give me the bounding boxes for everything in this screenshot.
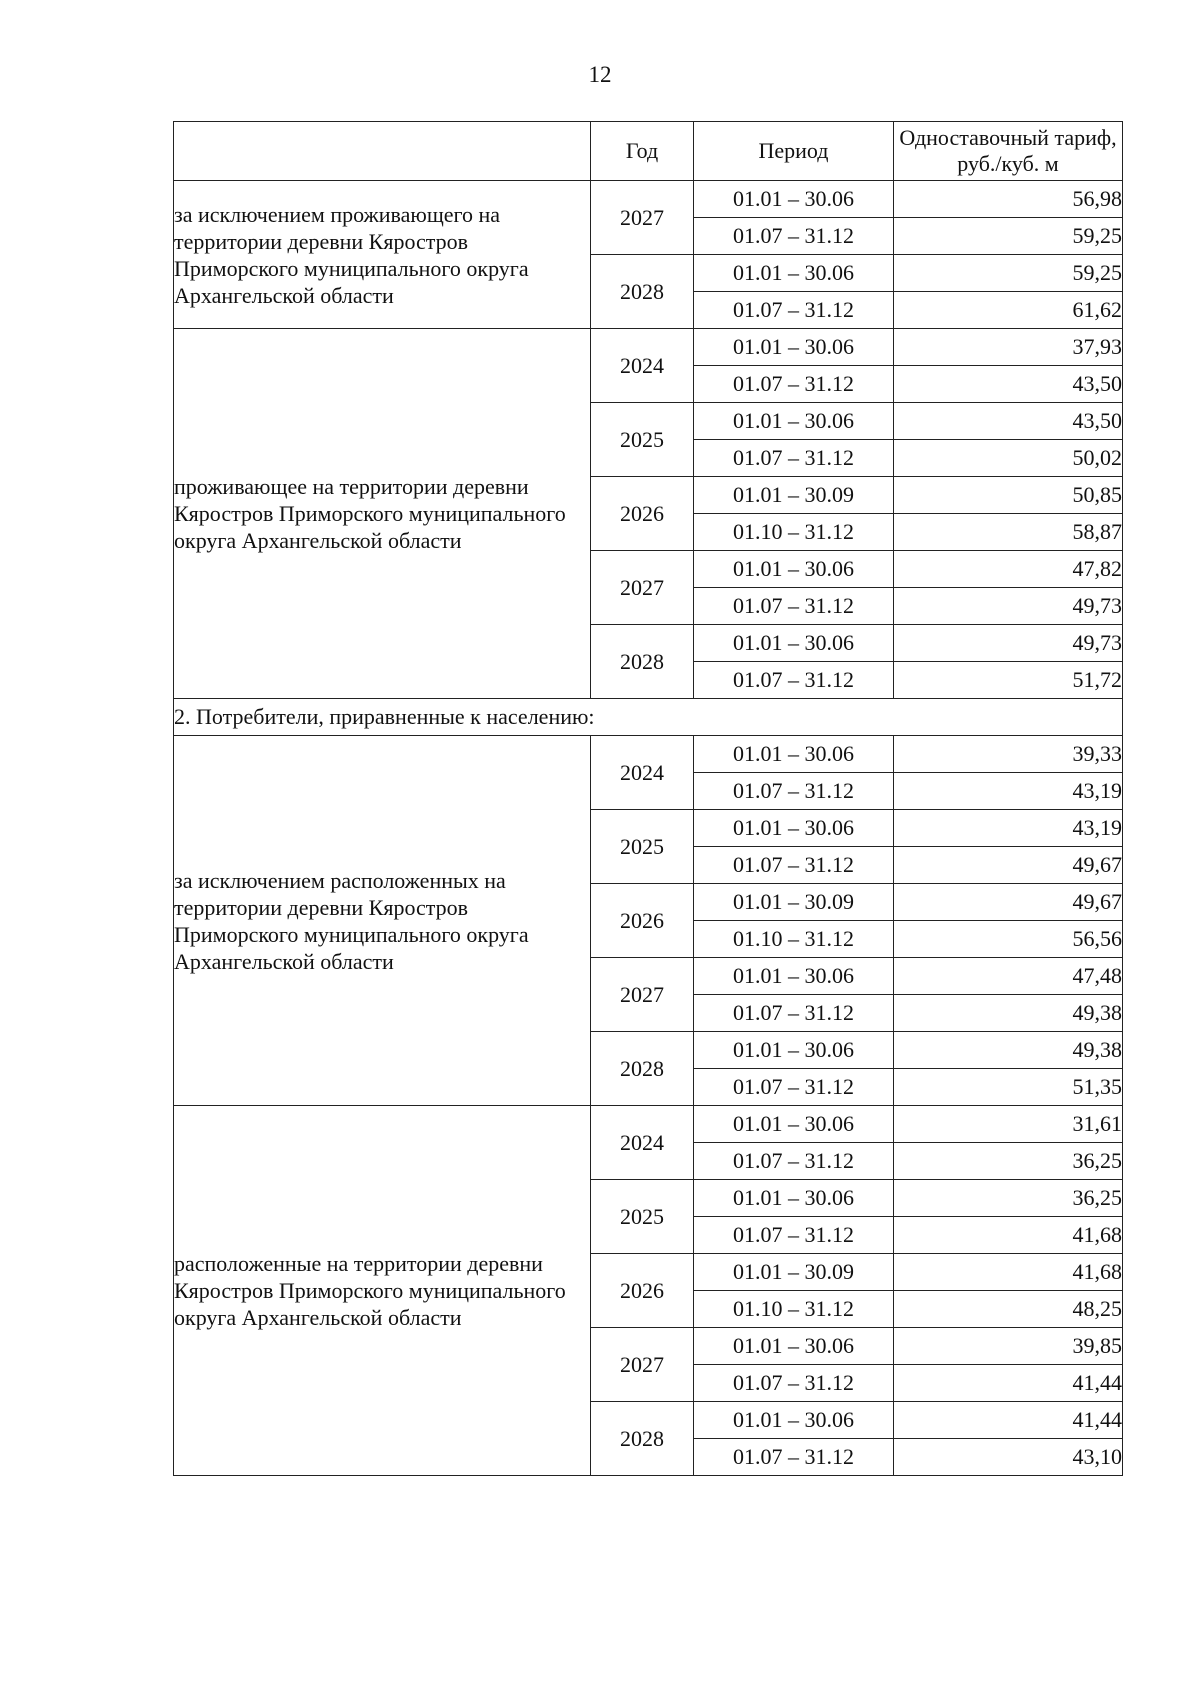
- period-cell: 01.07 – 31.12: [694, 218, 894, 255]
- tariff-cell: 59,25: [894, 255, 1123, 292]
- tariff-cell: 56,98: [894, 181, 1123, 218]
- period-cell: 01.01 – 30.09: [694, 477, 894, 514]
- page-number: 12: [588, 62, 612, 87]
- tariff-cell: 43,50: [894, 366, 1123, 403]
- tariff-cell: 50,02: [894, 440, 1123, 477]
- period-cell: 01.07 – 31.12: [694, 366, 894, 403]
- year-cell: 2027: [591, 1328, 694, 1402]
- period-cell: 01.07 – 31.12: [694, 773, 894, 810]
- header-period: Период: [694, 122, 894, 181]
- year-cell: 2026: [591, 477, 694, 551]
- period-cell: 01.10 – 31.12: [694, 1291, 894, 1328]
- period-cell: 01.07 – 31.12: [694, 588, 894, 625]
- period-cell: 01.01 – 30.06: [694, 181, 894, 218]
- tariff-cell: 56,56: [894, 921, 1123, 958]
- consumer-category: расположенные на территории деревни Кяростров Приморского муниципального округа Архангельской области: [174, 1106, 591, 1476]
- year-cell: 2027: [591, 181, 694, 255]
- table-row: [174, 181, 1123, 218]
- year-cell: 2027: [591, 551, 694, 625]
- tariff-cell: 49,73: [894, 625, 1123, 662]
- table-body: [174, 181, 1123, 1476]
- year-cell: 2025: [591, 810, 694, 884]
- tariff-cell: 49,73: [894, 588, 1123, 625]
- period-cell: 01.01 – 30.06: [694, 403, 894, 440]
- period-cell: 01.07 – 31.12: [694, 1439, 894, 1476]
- tariff-cell: 59,25: [894, 218, 1123, 255]
- period-cell: 01.01 – 30.06: [694, 1328, 894, 1365]
- period-cell: 01.01 – 30.09: [694, 884, 894, 921]
- consumer-category: за исключением расположенных на территории деревни Кяростров Приморского муниципального округа Архангельской области: [174, 736, 591, 1106]
- period-cell: 01.01 – 30.09: [694, 1254, 894, 1291]
- period-cell: 01.01 – 30.06: [694, 810, 894, 847]
- tariff-cell: 43,19: [894, 773, 1123, 810]
- period-cell: 01.07 – 31.12: [694, 440, 894, 477]
- year-cell: 2026: [591, 1254, 694, 1328]
- period-cell: 01.01 – 30.06: [694, 329, 894, 366]
- tariff-cell: 43,19: [894, 810, 1123, 847]
- period-cell: 01.01 – 30.06: [694, 1032, 894, 1069]
- period-cell: 01.01 – 30.06: [694, 255, 894, 292]
- tariff-cell: 47,82: [894, 551, 1123, 588]
- section-row: [174, 699, 1123, 736]
- period-cell: 01.07 – 31.12: [694, 662, 894, 699]
- tariff-cell: 51,35: [894, 1069, 1123, 1106]
- tariff-cell: 31,61: [894, 1106, 1123, 1143]
- tariff-cell: 37,93: [894, 329, 1123, 366]
- period-cell: 01.01 – 30.06: [694, 1180, 894, 1217]
- year-cell: 2028: [591, 625, 694, 699]
- tariff-cell: 41,44: [894, 1365, 1123, 1402]
- table-row: [174, 1106, 1123, 1143]
- period-cell: 01.07 – 31.12: [694, 995, 894, 1032]
- period-cell: 01.10 – 31.12: [694, 921, 894, 958]
- year-cell: 2025: [591, 403, 694, 477]
- header-row: [174, 122, 1123, 181]
- tariff-cell: 41,68: [894, 1217, 1123, 1254]
- tariff-cell: 43,10: [894, 1439, 1123, 1476]
- period-cell: 01.07 – 31.12: [694, 1143, 894, 1180]
- header-description: [174, 122, 591, 181]
- period-cell: 01.01 – 30.06: [694, 1106, 894, 1143]
- year-cell: 2024: [591, 329, 694, 403]
- year-cell: 2028: [591, 255, 694, 329]
- tariff-table: [173, 121, 1123, 1476]
- tariff-cell: 49,67: [894, 884, 1123, 921]
- period-cell: 01.07 – 31.12: [694, 1069, 894, 1106]
- consumer-category: за исключением проживающего на территории деревни Кяростров Приморского муниципального округа Архангельской области: [174, 181, 591, 329]
- tariff-cell: 51,72: [894, 662, 1123, 699]
- year-cell: 2024: [591, 736, 694, 810]
- year-cell: 2028: [591, 1032, 694, 1106]
- header-year: Год: [591, 122, 694, 181]
- year-cell: 2027: [591, 958, 694, 1032]
- table-row: [174, 736, 1123, 773]
- period-cell: 01.01 – 30.06: [694, 736, 894, 773]
- tariff-cell: 58,87: [894, 514, 1123, 551]
- period-cell: 01.01 – 30.06: [694, 1402, 894, 1439]
- table-header: [174, 122, 1123, 181]
- tariff-cell: 47,48: [894, 958, 1123, 995]
- consumer-category: проживающее на территории деревни Кяростров Приморского муниципального округа Архангельской области: [174, 329, 591, 699]
- tariff-cell: 36,25: [894, 1180, 1123, 1217]
- tariff-cell: 41,68: [894, 1254, 1123, 1291]
- tariff-cell: 48,25: [894, 1291, 1123, 1328]
- period-cell: 01.01 – 30.06: [694, 551, 894, 588]
- period-cell: 01.07 – 31.12: [694, 847, 894, 884]
- tariff-cell: 49,67: [894, 847, 1123, 884]
- header-tariff: Одноставочный тариф, руб./куб. м: [894, 122, 1123, 181]
- table-row: [174, 329, 1123, 366]
- period-cell: 01.10 – 31.12: [694, 514, 894, 551]
- tariff-cell: 41,44: [894, 1402, 1123, 1439]
- year-cell: 2024: [591, 1106, 694, 1180]
- tariff-cell: 49,38: [894, 995, 1123, 1032]
- period-cell: 01.01 – 30.06: [694, 625, 894, 662]
- period-cell: 01.01 – 30.06: [694, 958, 894, 995]
- year-cell: 2025: [591, 1180, 694, 1254]
- period-cell: 01.07 – 31.12: [694, 1365, 894, 1402]
- section-heading: 2. Потребители, приравненные к населению:: [174, 699, 1123, 736]
- tariff-cell: 39,85: [894, 1328, 1123, 1365]
- year-cell: 2026: [591, 884, 694, 958]
- tariff-cell: 50,85: [894, 477, 1123, 514]
- tariff-cell: 39,33: [894, 736, 1123, 773]
- tariff-cell: 49,38: [894, 1032, 1123, 1069]
- period-cell: 01.07 – 31.12: [694, 292, 894, 329]
- tariff-cell: 61,62: [894, 292, 1123, 329]
- year-cell: 2028: [591, 1402, 694, 1476]
- period-cell: 01.07 – 31.12: [694, 1217, 894, 1254]
- tariff-cell: 43,50: [894, 403, 1123, 440]
- tariff-cell: 36,25: [894, 1143, 1123, 1180]
